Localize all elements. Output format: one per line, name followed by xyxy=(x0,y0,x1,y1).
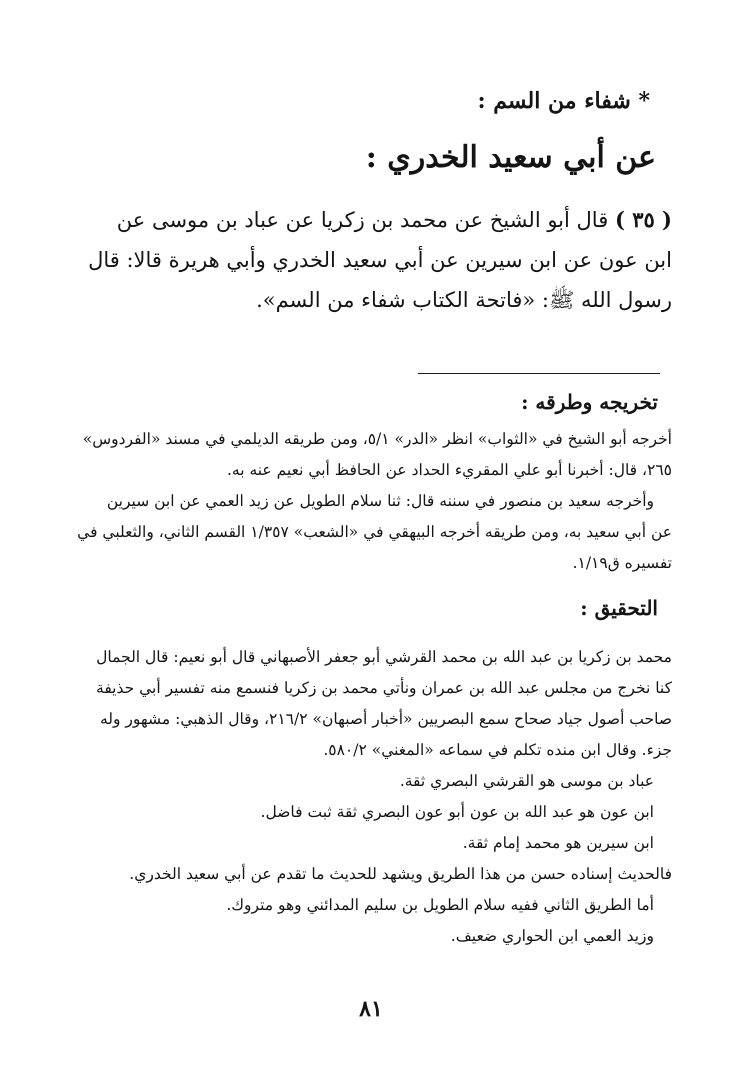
chapter-title: عن أبي سعيد الخدري : xyxy=(365,140,656,175)
tahqiq-notes xyxy=(60,642,672,952)
note-line: محمد بن زكريا بن عبد الله بن محمد القرشي أبو جعفر الأصبهاني قال أبو نعيم: قال الجمال xyxy=(96,648,672,666)
hadith-line: ( ٣٥ ) قال أبو الشيخ عن محمد بن زكريا عن عباد بن موسى عن xyxy=(116,207,672,232)
note-line: جزء. وقال ابن منده تكلم في سماعه «المغني» ٥٨٠/٢. xyxy=(323,741,672,759)
section-heading: * شفاء من السم : xyxy=(477,88,650,114)
hadith-text xyxy=(62,200,672,320)
note-line: تفسيره ق١/١٩. xyxy=(572,554,672,572)
page-number: ٨١ xyxy=(359,996,383,1022)
note-line: ابن عون هو عبد الله بن عون أبو عون البصري ثقة ثبت فاضل. xyxy=(260,803,654,821)
note-line: كنا نخرج من مجلس عبد الله بن عمران ونأتي محمد بن زكريا فنسمع منه تفسير أبي حذيفة xyxy=(96,679,672,697)
takhrij-heading: تخريجه وطرقه : xyxy=(521,390,658,414)
note-line: وأخرجه سعيد بن منصور في سننه قال: ثنا سلام الطويل عن زيد العمي عن ابن سيرين xyxy=(106,492,654,510)
divider-rule xyxy=(418,373,660,374)
tahqiq-heading: التحقيق : xyxy=(580,596,658,620)
note-line: فالحديث إسناده حسن من هذا الطريق ويشهد للحديث ما تقدم عن أبي سعيد الخدري. xyxy=(129,865,672,883)
note-line: أخرجه أبو الشيخ في «الثواب» انظر «الدر» ٥/١، ومن طريقه الديلمي في مسند «الفردوس» xyxy=(82,430,672,448)
note-line: عن أبي سعيد به، ومن طريقه أخرجه البيهقي في «الشعب» ١/٣٥٧ القسم الثاني، والثعلبي في xyxy=(77,523,672,541)
note-line: وزيد العمي ابن الحواري ضعيف. xyxy=(450,927,654,945)
note-line: أما الطريق الثاني ففيه سلام الطويل بن سليم المدائني وهو متروك. xyxy=(226,896,654,914)
note-line: عباد بن موسى هو القرشي البصري ثقة. xyxy=(399,772,654,790)
hadith-number: ( ٣٥ ) xyxy=(614,207,672,232)
takhrij-notes xyxy=(60,424,672,579)
note-line: ابن سيرين هو محمد إمام ثقة. xyxy=(462,834,654,852)
note-line: صاحب أصول جياد صحاح سمع البصريين «أخبار أصبهان» ٢١٦/٢، وقال الذهبي: مشهور وله xyxy=(99,710,672,728)
hadith-line: رسول الله ﷺ: «فاتحة الكتاب شفاء من السم». xyxy=(256,288,672,312)
note-line: ٢٦٥، قال: أخبرنا أبو علي المقريء الحداد عن الحافظ أبي نعيم عنه به. xyxy=(226,461,672,479)
hadith-line: ابن عون عن ابن سيرين عن أبي سعيد الخدري وأبي هريرة قالا: قال xyxy=(88,248,672,272)
